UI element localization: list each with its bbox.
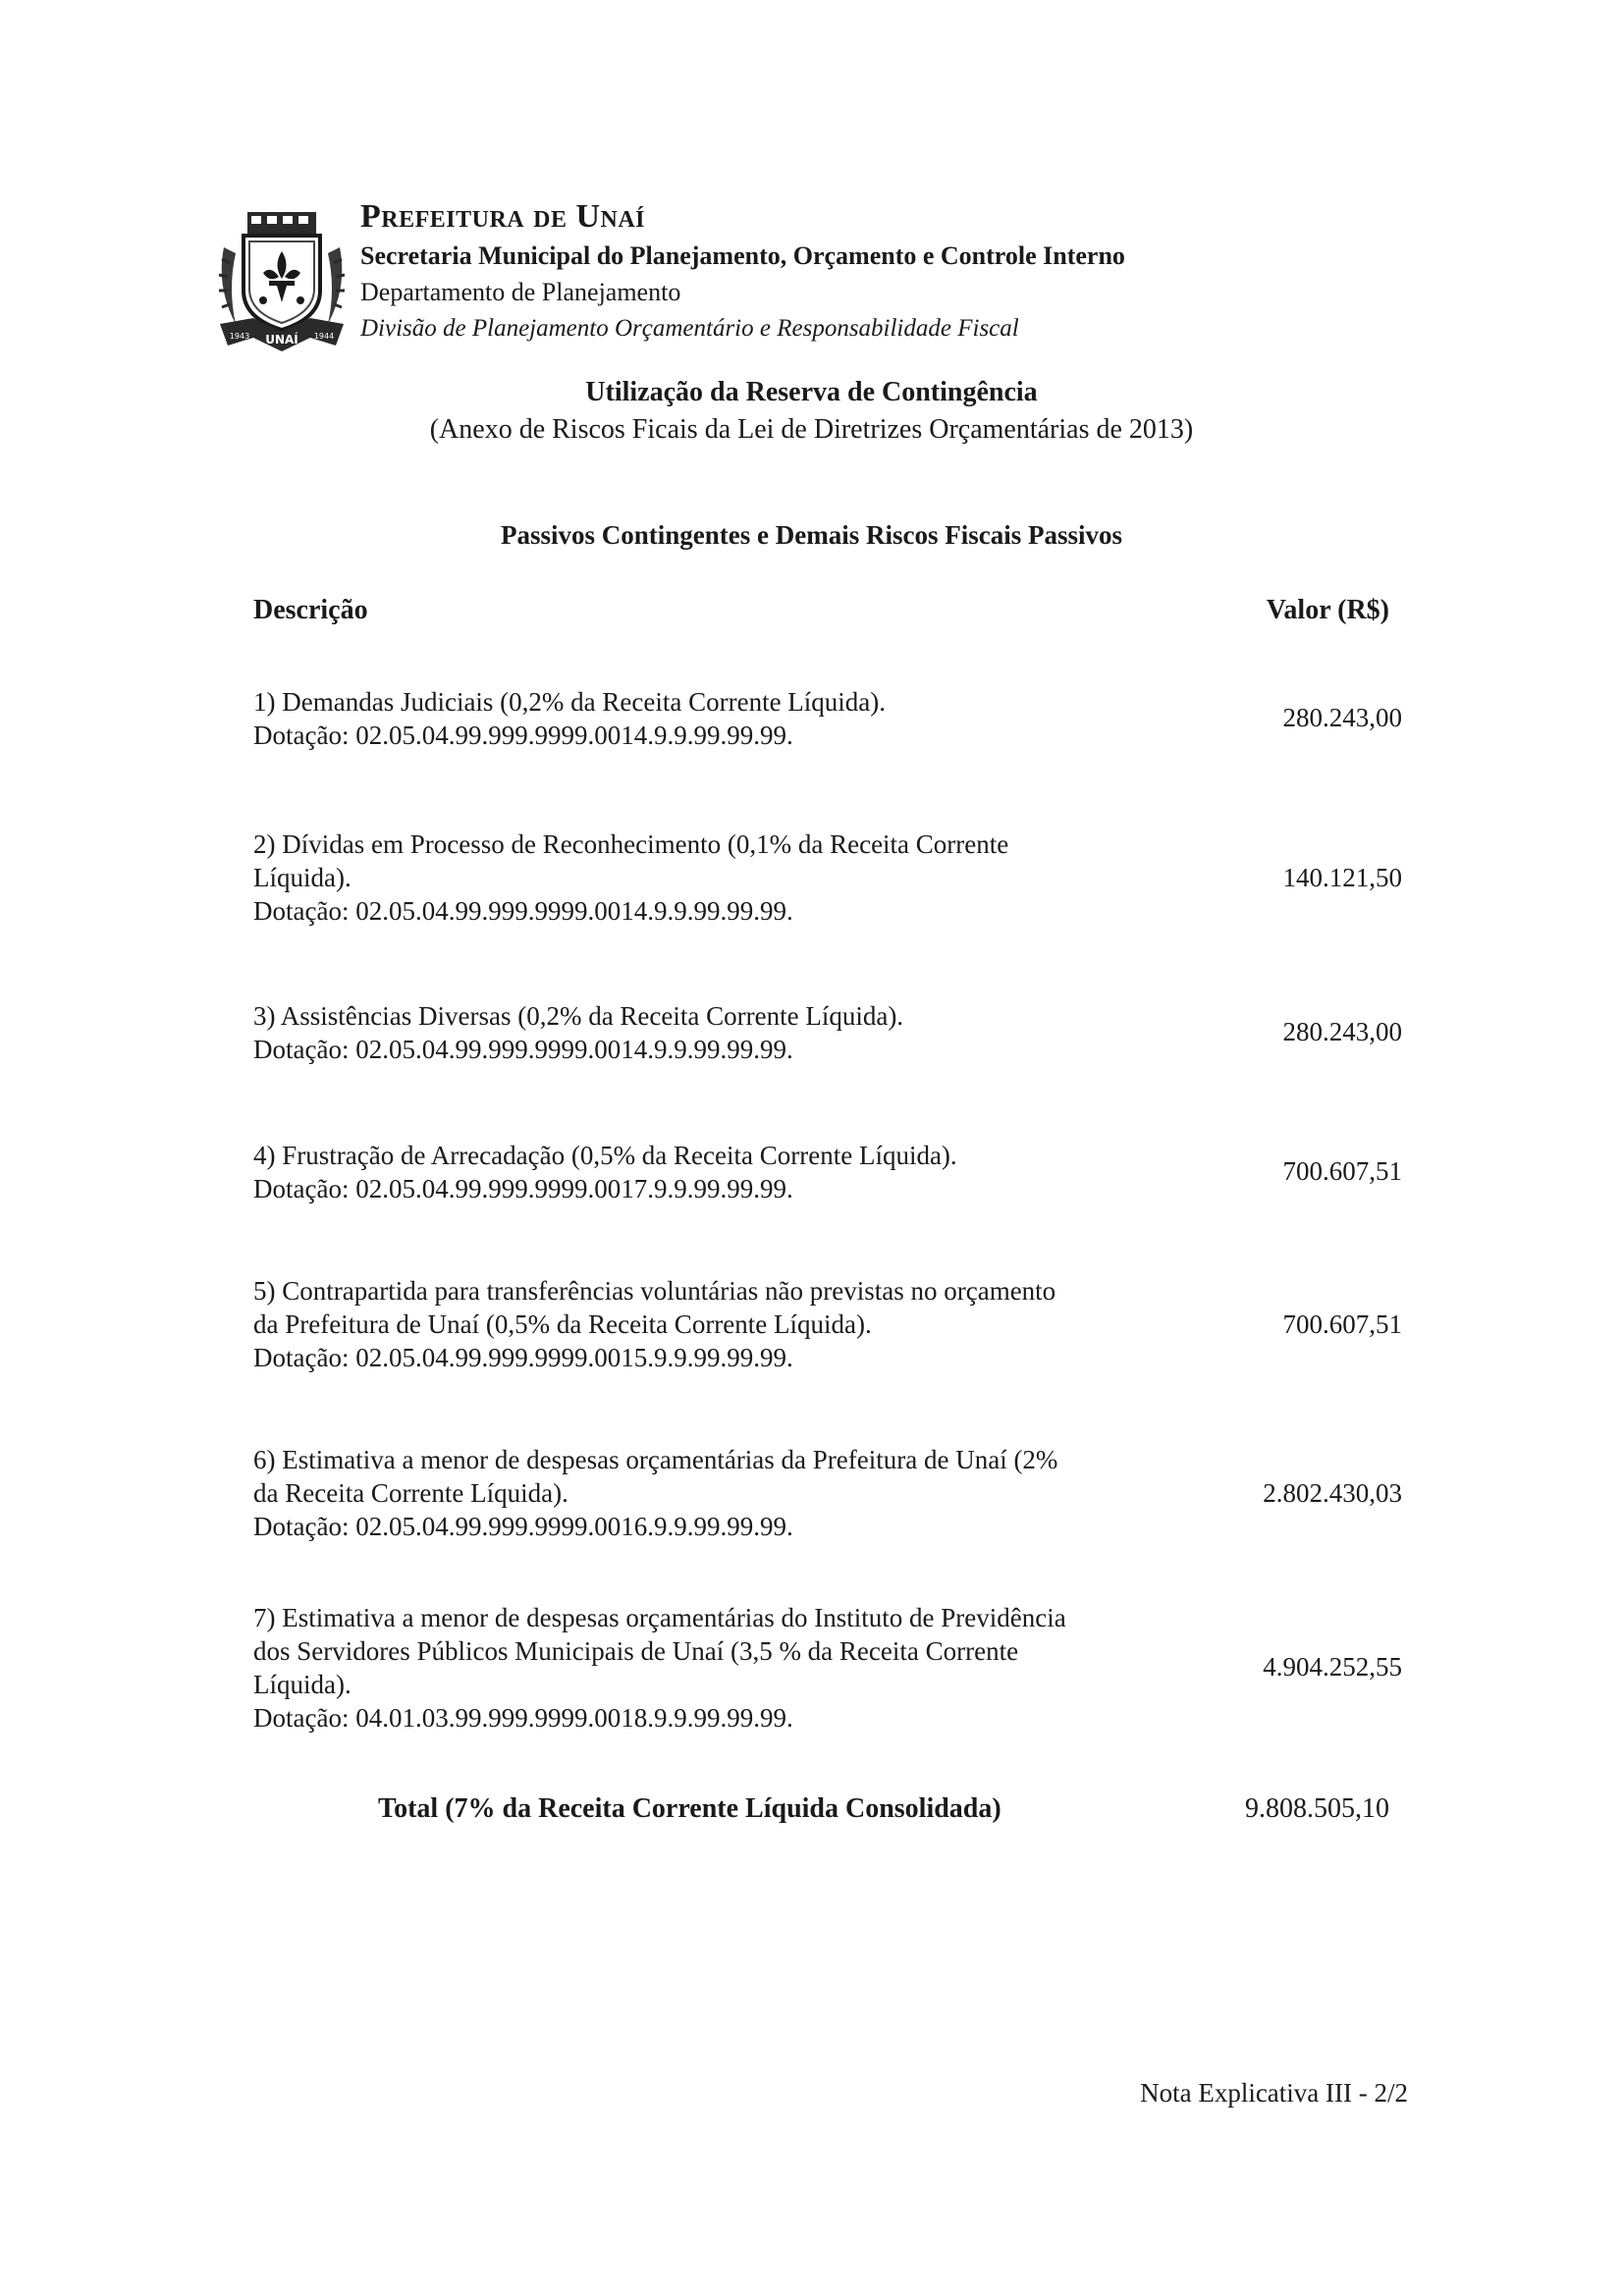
total-value: 9.808.505,10	[1245, 1793, 1389, 1824]
item-line: 1) Demandas Judiciais (0,2% da Receita Corrente Líquida).	[253, 687, 887, 717]
org-name: Prefeitura de Unaí	[360, 198, 646, 235]
item-line: da Prefeitura de Unaí (0,5% da Receita Corrente Líquida).	[253, 1309, 872, 1339]
footer-note: Nota Explicativa III - 2/2	[1140, 2078, 1408, 2108]
item-line: 4) Frustração de Arrecadação (0,5% da Receita Corrente Líquida).	[253, 1141, 957, 1170]
item-line: Dotação: 02.05.04.99.999.9999.0015.9.9.99.99.99.	[253, 1343, 793, 1372]
letterhead	[360, 196, 1342, 347]
item-line: Dotação: 04.01.03.99.999.9999.0018.9.9.99.99.99.	[253, 1703, 793, 1733]
item-line: Líquida).	[253, 1670, 352, 1699]
item-line: 5) Contrapartida para transferências voluntárias não previstas no orçamento	[253, 1276, 1056, 1306]
item-line: dos Servidores Públicos Municipais de Unaí (3,5 % da Receita Corrente	[253, 1636, 1019, 1666]
crest-year-left: 1943	[229, 332, 250, 341]
divisao-name: Divisão de Planejamento Orçamentário e Responsabilidade Fiscal	[360, 315, 1019, 342]
item-line: Dotação: 02.05.04.99.999.9999.0017.9.9.99.99.99.	[253, 1174, 793, 1203]
item-description	[253, 1274, 1216, 1374]
total-label: Total (7% da Receita Corrente Líquida Consolidada)	[378, 1793, 1001, 1824]
item-line: 2) Dívidas em Processo de Reconhecimento (0,1% da Receita Corrente	[253, 829, 1009, 859]
item-description	[253, 999, 1216, 1066]
item-value: 700.607,51	[1282, 1156, 1402, 1186]
item-line: Líquida).	[253, 863, 352, 892]
item-line: Dotação: 02.05.04.99.999.9999.0014.9.9.99.99.99.	[253, 896, 793, 926]
item-value: 2.802.430,03	[1263, 1478, 1402, 1508]
departamento-name: Departamento de Planejamento	[360, 278, 681, 306]
column-header-value: Valor (R$)	[1266, 595, 1389, 625]
item-description	[253, 828, 1216, 928]
document-subtitle: (Anexo de Riscos Ficais da Lei de Diretrizes Orçamentárias de 2013)	[429, 414, 1194, 445]
item-line: 3) Assistências Diversas (0,2% da Receita Corrente Líquida).	[253, 1001, 904, 1031]
item-line: Dotação: 02.05.04.99.999.9999.0014.9.9.99.99.99.	[253, 1035, 793, 1064]
crest-year-right: 1944	[313, 332, 335, 341]
coat-of-arms-icon	[214, 208, 350, 353]
item-line: Dotação: 02.05.04.99.999.9999.0016.9.9.99.99.99.	[253, 1512, 793, 1541]
item-description	[253, 685, 1216, 752]
section-title: Passivos Contingentes e Demais Riscos Fiscais Passivos	[501, 520, 1122, 550]
item-line: 7) Estimativa a menor de despesas orçamentárias do Instituto de Previdência	[253, 1603, 1066, 1632]
crest-banner-text: UNAÍ	[265, 333, 298, 347]
document-title: Utilização da Reserva de Contingência	[585, 377, 1038, 407]
item-line: Dotação: 02.05.04.99.999.9999.0014.9.9.99.99.99.	[253, 721, 793, 750]
item-line: da Receita Corrente Líquida).	[253, 1478, 568, 1508]
item-value: 4.904.252,55	[1263, 1652, 1402, 1682]
item-value: 280.243,00	[1282, 703, 1402, 732]
item-value: 280.243,00	[1282, 1017, 1402, 1046]
item-value: 140.121,50	[1282, 863, 1402, 892]
item-description	[253, 1139, 1216, 1205]
item-value: 700.607,51	[1282, 1309, 1402, 1339]
item-description	[253, 1443, 1216, 1543]
secretaria-name: Secretaria Municipal do Planejamento, Orçamento e Controle Interno	[360, 241, 1125, 270]
item-line: 6) Estimativa a menor de despesas orçamentárias da Prefeitura de Unaí (2%	[253, 1445, 1058, 1474]
column-header-description: Descrição	[253, 595, 368, 625]
item-description	[253, 1601, 1216, 1735]
